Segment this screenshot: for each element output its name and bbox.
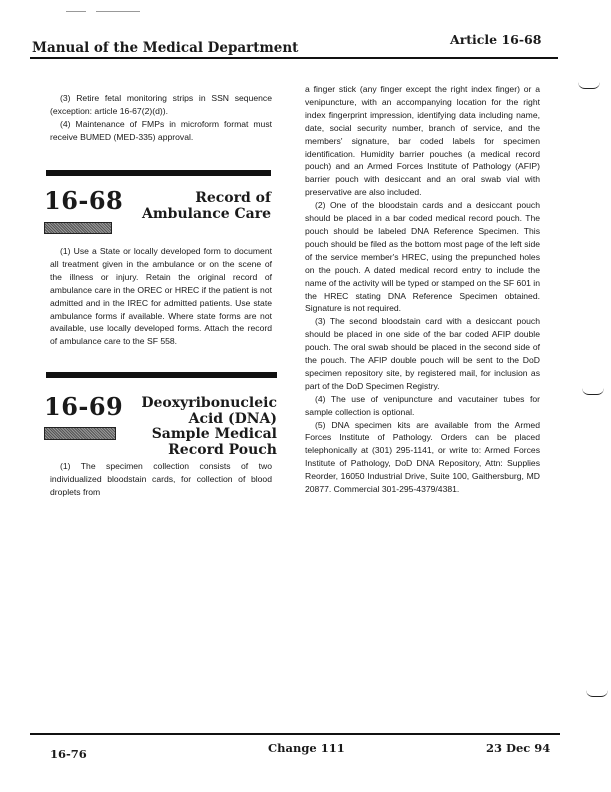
margin-mark — [586, 690, 608, 697]
margin-mark — [578, 82, 600, 89]
section-title — [126, 396, 277, 458]
title-line: Sample Medical — [151, 426, 277, 442]
section-body — [50, 245, 272, 348]
paragraph: a finger stick (any finger except the right index finger) or a venipuncture, with an accompanying location for the right index fingerprint impression, identifying data including name, date, social security number, branch of service, and the members' signature, bar coded labels for specimen identification. Humidity barrier pouches (a medical record pouch) and an Armed Forces Institute of Pathology (AFIP) barrier pouch with desiccant and an oral swab vial with preservative are also included. — [305, 84, 540, 198]
title-line: Deoxyribonucleic — [141, 395, 277, 411]
header-rule — [30, 57, 558, 59]
page-number: 16-76 — [50, 747, 87, 761]
paragraph: (3) Retire fetal monitoring strips in SSN sequence (exception: article 16-67(2)(d)). — [50, 93, 272, 116]
paragraph: (4) Maintenance of FMPs in microform format must receive BUMED (MED-335) approval. — [50, 118, 272, 142]
title-line: Record of — [195, 190, 271, 206]
title-line: Acid (DNA) — [188, 410, 277, 427]
section-body — [50, 460, 272, 499]
section-rule — [46, 170, 271, 176]
footer-rule — [30, 733, 560, 735]
section-pattern-block — [44, 427, 116, 440]
paragraph: (1) The specimen collection consists of two individualized bloodstain cards, for collection of blood droplets from — [50, 461, 272, 497]
top-paragraphs — [50, 92, 272, 144]
title-line: Record Pouch — [168, 441, 277, 458]
footer-date: 23 Dec 94 — [486, 741, 551, 755]
section-rule — [46, 372, 277, 378]
paragraph: (5) DNA specimen kits are available from the Armed Forces Institute of Pathology. Orders can be placed telephonically at (301) 295-1141, or write to: Armed Forces Institute of Pathology, DoD DNA Repository, Attn: Supplies Reorder, 16050 Industrial Drive, Suite 100, Gaithersburg, MD 20877. Commercial 301-295-4379/4381. — [305, 419, 540, 495]
top-scan-mark — [66, 11, 86, 12]
top-scan-mark — [96, 11, 140, 12]
change-label: Change 111 — [268, 741, 345, 755]
paragraph: (1) Use a State or locally developed form to document all treatment given in the ambulance or on the scene of the illness or injury. Retain the original record of ambulance care in the OREC or HREC if the patient is not admitted and in the IREC for admitted patients. Use state ambulance forms if available. Where state forms are not available, use locally developed forms. Attach the record of ambulance care to the SF 558. — [50, 246, 272, 347]
paragraph: (4) The use of venipuncture and vacutainer tubes for sample collection is optional. — [305, 393, 540, 417]
margin-mark — [582, 388, 604, 395]
paragraph: (3) The second bloodstain card with a desiccant pouch should be placed in one side of the bar coded AFIP double pouch. The oral swab should be placed in the second side of the pouch. The AFIP double pouch will be sent to the DoD specimen repository site, by registered mail, for inclusion as part of the DoD Specimen Registry. — [305, 316, 540, 391]
manual-title: Manual of the Medical Department — [32, 40, 299, 56]
article-number: Article 16-68 — [450, 32, 542, 47]
section-number: 16-68 — [44, 186, 124, 215]
section-number: 16-69 — [44, 392, 124, 421]
section-title — [120, 191, 271, 222]
right-column — [305, 83, 540, 496]
title-line: Ambulance Care — [141, 205, 271, 222]
paragraph: (2) One of the bloodstain cards and a desiccant pouch should be placed in a bar coded medical record pouch. The pouch should be labeled DNA Reference Specimen. This pouch should be filed as the bottom most page of the left side of the service member's HREC, using the prepunched holes on the pouch. A dated medical record entry to include the name of the activity will be typed or stamped on the SF 601 in the HREC stating DNA Reference Specimen obtained. Signature is not required. — [305, 200, 540, 314]
section-pattern-block — [44, 222, 112, 234]
